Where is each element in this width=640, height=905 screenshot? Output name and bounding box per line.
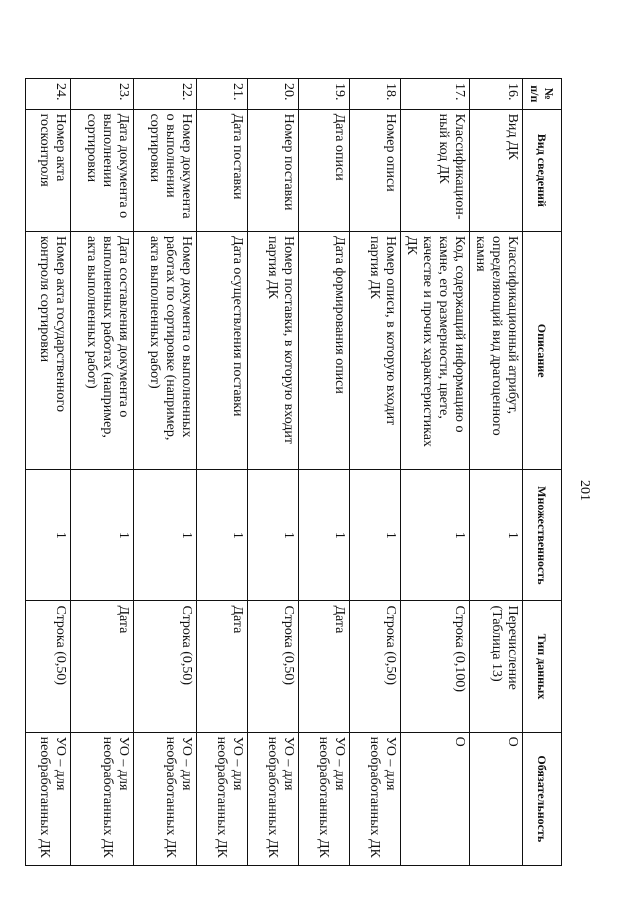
- cell-data-type: Дата: [197, 601, 248, 732]
- table-row: [26, 79, 71, 866]
- table-row: [470, 79, 523, 866]
- cell-required: УО – для необработанных ДК: [134, 732, 197, 865]
- cell-required: УО – для необработанных ДК: [248, 732, 299, 865]
- table-row: [248, 79, 299, 866]
- cell-num: 16.: [470, 79, 523, 110]
- header-description: Описание: [523, 232, 562, 470]
- cell-num: 24.: [26, 79, 71, 110]
- cell-kind: Номер описи: [350, 109, 401, 231]
- cell-num: 22.: [134, 79, 197, 110]
- rotated-document-page: [37, 60, 600, 880]
- cell-kind: Дата документа о выполнении сортировки: [71, 109, 134, 231]
- table-row: [134, 79, 197, 866]
- table-row: [197, 79, 248, 866]
- header-num: № п/п: [523, 79, 562, 110]
- cell-multiplicity: 1: [134, 470, 197, 601]
- cell-data-type: Строка (0,50): [26, 601, 71, 732]
- table-row: [299, 79, 350, 866]
- cell-data-type: Дата: [71, 601, 134, 732]
- table-header-row: [523, 79, 562, 866]
- cell-data-type: Строка (0,50): [350, 601, 401, 732]
- cell-multiplicity: 1: [470, 470, 523, 601]
- cell-description: Дата формирования описи: [299, 232, 350, 470]
- cell-multiplicity: 1: [26, 470, 71, 601]
- cell-data-type: Строка (0,100): [401, 601, 470, 732]
- cell-description: Номер поставки, в которую входит партия ДК: [248, 232, 299, 470]
- cell-multiplicity: 1: [71, 470, 134, 601]
- cell-kind: Номер документа о выполнении сортировки: [134, 109, 197, 231]
- cell-multiplicity: 1: [299, 470, 350, 601]
- cell-num: 20.: [248, 79, 299, 110]
- cell-multiplicity: 1: [350, 470, 401, 601]
- cell-description: Дата осуществления поставки: [197, 232, 248, 470]
- cell-data-type: Строка (0,50): [134, 601, 197, 732]
- cell-data-type: Строка (0,50): [248, 601, 299, 732]
- cell-num: 19.: [299, 79, 350, 110]
- header-multiplicity: Множественность: [523, 470, 562, 601]
- cell-description: Дата составления документа о выполненных работах (например, акта выполненных работ): [71, 232, 134, 470]
- cell-kind: Дата описи: [299, 109, 350, 231]
- header-kind: Вид сведений: [523, 109, 562, 231]
- cell-description: Классификационный атрибут, определяющий вид драгоценного камня: [470, 232, 523, 470]
- cell-kind: Номер акта госконтроля: [26, 109, 71, 231]
- cell-description: Номер документа о выполненных работах по сортировке (например, акта выполненных работ): [134, 232, 197, 470]
- cell-required: УО – для необработанных ДК: [197, 732, 248, 865]
- cell-data-type: Дата: [299, 601, 350, 732]
- cell-required: УО – для необработанных ДК: [71, 732, 134, 865]
- cell-num: 23.: [71, 79, 134, 110]
- cell-required: О: [470, 732, 523, 865]
- cell-multiplicity: 1: [248, 470, 299, 601]
- header-required: Обязательность: [523, 732, 562, 865]
- page-number: 201: [577, 480, 592, 501]
- cell-kind: Классификацион-ный код ДК: [401, 109, 470, 231]
- cell-required: О: [401, 732, 470, 865]
- cell-description: Номер акта государственного контроля сортировки: [26, 232, 71, 470]
- cell-kind: Вид ДК: [470, 109, 523, 231]
- cell-num: 17.: [401, 79, 470, 110]
- cell-multiplicity: 1: [197, 470, 248, 601]
- cell-description: Номер описи, в которую входит партия ДК: [350, 232, 401, 470]
- cell-num: 18.: [350, 79, 401, 110]
- table-row: [350, 79, 401, 866]
- cell-required: УО – для необработанных ДК: [350, 732, 401, 865]
- cell-kind: Дата поставки: [197, 109, 248, 231]
- data-table: [25, 78, 562, 866]
- cell-data-type: Перечисление (Таблица 13): [470, 601, 523, 732]
- table-row: [71, 79, 134, 866]
- cell-required: УО – для необработанных ДК: [299, 732, 350, 865]
- cell-num: 21.: [197, 79, 248, 110]
- cell-description: Код, содержащий информацию о камне, его размерности, цвете, качестве и прочих характеристиках ДК: [401, 232, 470, 470]
- header-data-type: Тип данных: [523, 601, 562, 732]
- cell-required: УО – для необработанных ДК: [26, 732, 71, 865]
- cell-multiplicity: 1: [401, 470, 470, 601]
- cell-kind: Номер поставки: [248, 109, 299, 231]
- table-row: [401, 79, 470, 866]
